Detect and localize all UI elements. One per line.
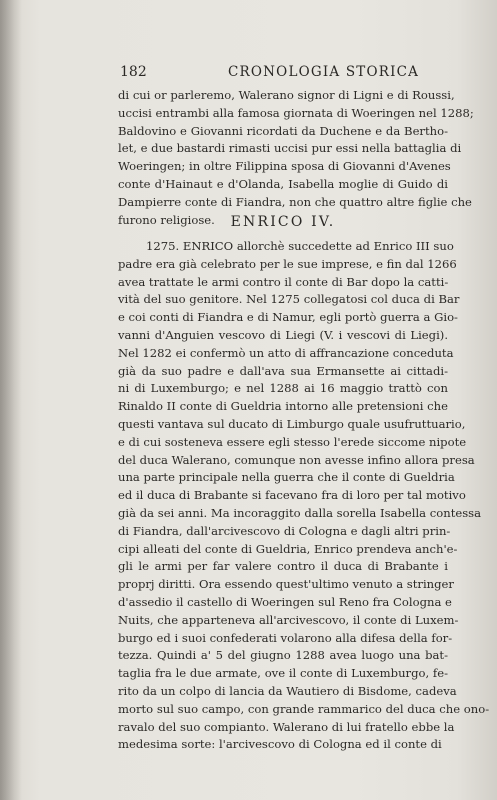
running-title: CRONOLOGIA STORICA	[228, 64, 420, 80]
text-line: avea trattate le armi contro il conte di Bar dopo la catti-	[118, 274, 449, 289]
text-line: d'assedio il castello di Woeringen sul Reno fra Cologna e	[118, 594, 452, 609]
text-line: e coi conti di Fiandra e di Namur, egli portò guerra a Gio-	[118, 310, 458, 325]
text-line: morto sul suo campo, con grande rammarico del duca che ono-	[118, 701, 490, 716]
text-line: burgo ed i suoi confederati volarono alla difesa della for-	[118, 630, 453, 645]
binding-shadow	[0, 0, 22, 800]
text-line: già da suo padre e dall'ava sua Ermansette ai cittadi-	[118, 363, 448, 378]
text-line: conte d'Hainaut e d'Olanda, Isabella moglie di Guido di	[118, 176, 448, 191]
text-line: furono religiose.	[118, 212, 215, 227]
text-line: già da sei anni. Ma incoraggito dalla sorella Isabella contessa	[118, 505, 482, 520]
text-line: gli le armi per far valere contro il duca di Brabante i	[118, 559, 448, 574]
text-line: tezza. Quindi a' 5 del giugno 1288 avea luogo una bat-	[118, 648, 448, 663]
text-line: del duca Walerano, comunque non avesse infino allora presa	[118, 452, 475, 467]
page-header	[120, 64, 450, 82]
text-line: rito da un colpo di lancia da Wautiero di Bisdome, cadeva	[118, 683, 457, 698]
text-line: Baldovino e Giovanni ricordati da Duchene e da Bertho-	[118, 123, 448, 138]
text-line: vità del suo genitore. Nel 1275 collegatosi col duca di Bar	[118, 292, 460, 307]
text-line: di Fiandra, dall'arcivescovo di Cologna e dagli altri prin-	[118, 523, 451, 538]
text-line: Rinaldo II conte di Gueldria intorno alle pretensioni che	[118, 399, 448, 414]
text-line: let, e due bastardi rimasti uccisi pur essi nella battaglia di	[118, 141, 462, 156]
text-line: ed il duca di Brabante si facevano fra di loro per tal motivo	[118, 488, 466, 503]
paragraph-enrico-iv	[118, 238, 490, 754]
text-line: proprj diritti. Ora essendo quest'ultimo venuto a stringer	[118, 577, 454, 592]
text-line: padre era già celebrato per le sue imprese, e fin dal 1266	[118, 256, 457, 271]
text-line: ravalo del suo compianto. Walerano di lui fratello ebbe la	[118, 719, 455, 734]
text-line: questi vantava sul ducato di Limburgo quale usufruttuario,	[118, 416, 466, 431]
text-line: cipi alleati del conte di Gueldria, Enrico prendeva anch'e-	[118, 541, 458, 556]
text-line: taglia fra le due armate, ove il conte di Luxemburgo, fe-	[118, 666, 448, 681]
text-line: medesima sorte: l'arcivescovo di Cologna ed il conte di	[118, 737, 442, 752]
text-line: uccisi entrambi alla famosa giornata di Woeringen nel 1288;	[118, 105, 474, 120]
text-line: Nel 1282 ei confermò un atto di affrancazione conceduta	[118, 345, 454, 360]
text-line: di cui or parleremo, Walerano signor di Ligni e di Roussi,	[118, 88, 455, 102]
page-number: 182	[120, 64, 147, 80]
text-line: una parte principale nella guerra che il conte di Gueldria	[118, 470, 455, 485]
text-line: Woeringen; in oltre Filippina sposa di Giovanni d'Avenes	[118, 159, 451, 174]
text-line: vanni d'Anguien vescovo di Liegi (V. i vescovi di Liegi).	[118, 327, 448, 342]
paragraph-continuation	[118, 87, 474, 229]
text-line: Nuits, che apparteneva all'arcivescovo, il conte di Luxem-	[118, 612, 459, 627]
text-line: 1275. ENRICO allorchè succedette ad Enrico III suo	[146, 239, 454, 253]
text-line: e di cui sosteneva essere egli stesso l'erede siccome nipote	[118, 434, 467, 449]
text-line: ni di Luxemburgo; e nel 1288 ai 16 maggio trattò con	[118, 381, 448, 396]
section-title: ENRICO IV.	[230, 214, 336, 230]
text-line: Dampierre conte di Fiandra, non che quattro altre figlie che	[118, 194, 472, 209]
